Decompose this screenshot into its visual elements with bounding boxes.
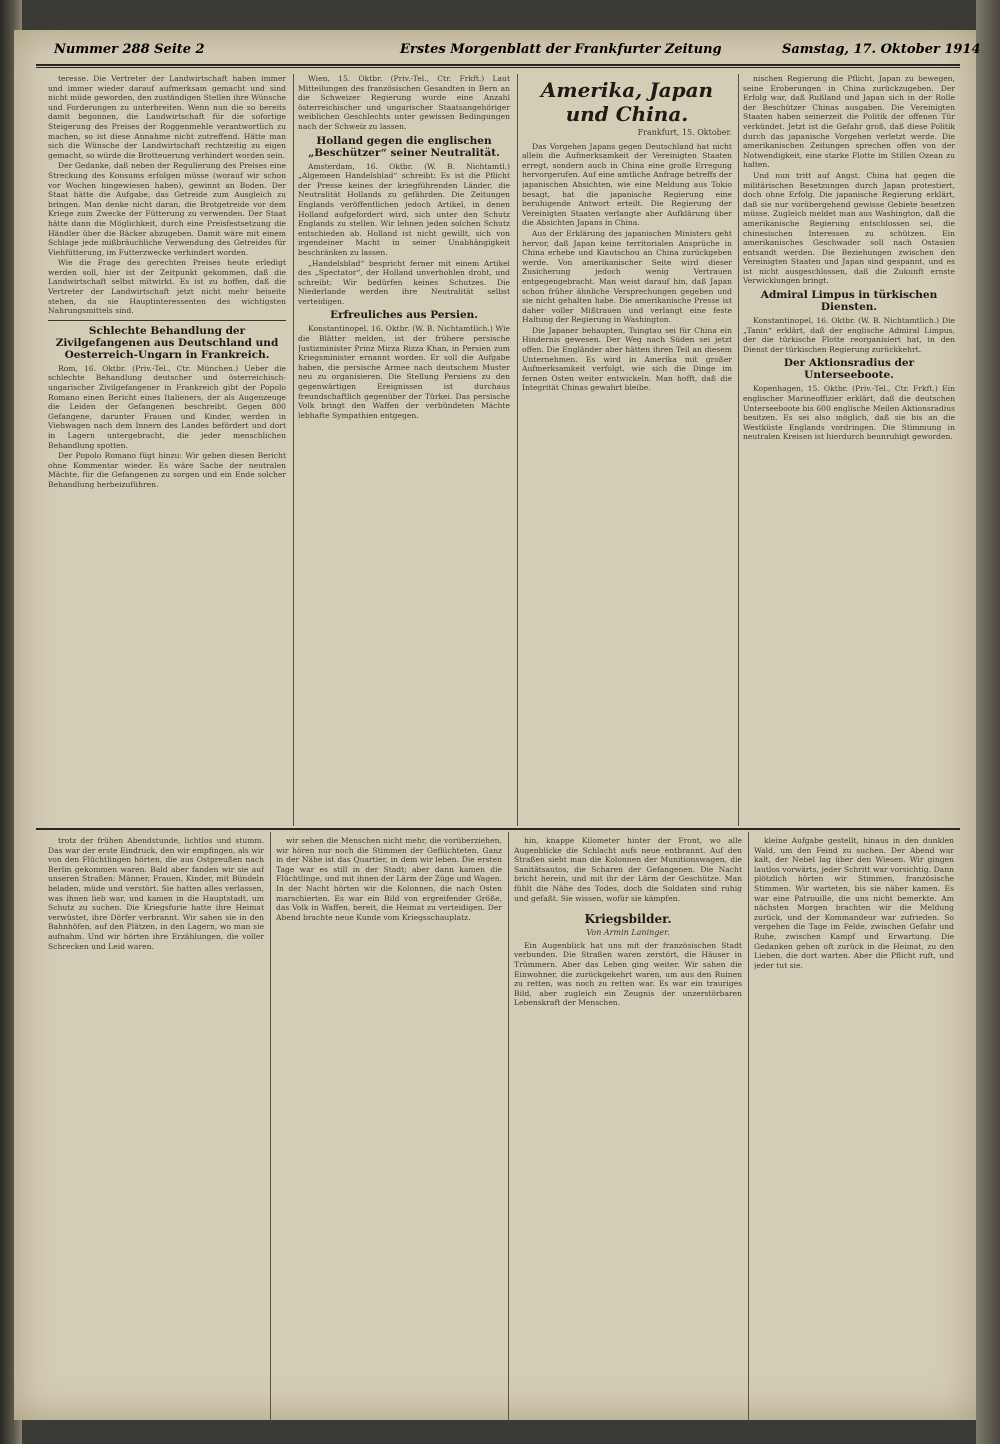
article-text: Konstantinopel, 16. Oktbr. (W. B. Nichtamtlich.) Wie die Blätter melden, ist der frühere persische Justizminister Prinz Mirza Rizza Khan, in Persien zum Kriegsminister ernannt worden. Er soll die Aufgabe haben, die persische Armee nach deutschem Muster neu zu organisieren. Die Stellung Persiens zu den gegenwärtigen Ereignissen ist durchaus freundschaftlich gegenüber der Türkei. Das persische Volk bringt den Waffen der verbündeten Mächte lebhafte Sympathien entgegen. <box>298 324 510 420</box>
column-rule <box>738 74 739 826</box>
article-text: Ein Augenblick hat uns mit der französischen Stadt verbunden. Die Straßen waren zerstört, die Häuser in Trümmern. Aber das Leben ging weiter. Wir sahen die Einwohner, die zurückgekehrt waren, um aus den Ruinen zu retten, was noch zu retten war. Es war ein trauriges Bild, aber zugleich ein Zeugnis der unzerstörbaren Lebenskraft der Menschen. <box>514 940 742 1008</box>
column-4 <box>743 74 955 824</box>
article-text: Wie die Frage des gerechten Preises heute erledigt werden soll, hier ist der Zeitpunkt gekommen, daß die Landwirtschaft selbst mitwirkt. Es ist zu hoffen, daß die Vertreter der Landwirtschaft jetzt nicht mehr beiseite stehen, da sie Hauptinteressenten des wichtigsten Nahrungsmittels sind. <box>48 258 286 316</box>
issue-date: Samstag, 17. Oktober 1914 <box>782 42 981 57</box>
column-3 <box>522 74 732 824</box>
article-text: hin, knappe Kilometer hinter der Front, wo alle Augenblicke die Schlacht aufs neue entbrannt. Auf den Straßen sieht man die Kolonnen der Munitionswagen, die Sanitätsautos, die Scharen der Gefangenen. Die Nacht bricht herein, und mit ihr der Lärm der Geschütze. Man fühlt die Nähe des Todes, doch die Soldaten sind ruhig und gefaßt. Sie wissen, wofür sie kämpfen. <box>514 836 742 903</box>
article-text: Kopenhagen, 15. Oktbr. (Priv.-Tel., Ctr. Frkft.) Ein englischer Marineoffizier erklärt, daß die deutschen Unterseeboote bis 600 englische Meilen Aktionsradius besitzen. Es sei also möglich, daß sie bis an die Westküste Englands vordringen. Die Stimmung in neutralen Kreisen ist hierdurch beunruhigt geworden. <box>743 384 955 442</box>
article-text: Aus der Erklärung des japanischen Ministers geht hervor, daß Japan keine territorialen Ansprüche in China erhebe und Kiautschou an China zurückgeben werde. Von amerikanischer Seite wird dieser Zusicherung jedoch wenig Vertrauen entgegengebracht. Man weist darauf hin, daß Japan schon früher ähnliche Versprechungen gegeben und sie nicht gehalten habe. Die amerikanische Presse ist daher voller Mißtrauen und verlangt eine feste Haltung der Regierung in Washington. <box>522 228 732 325</box>
feuilleton-column-1 <box>48 836 264 1416</box>
article-text: „Handelsblad“ bespricht ferner mit einem Artikel des „Spectator“, der Holland unverhohlen droht, und schreibt: Wir bedürfen keines Schutzes. Die Niederlande werden ihre Neutralität selbst verteidigen. <box>298 258 510 306</box>
article-text: wir sehen die Menschen nicht mehr, die vorüberziehen, wir hören nur noch die Stimmen der Geflüchteten. Ganz in der Nähe ist das Quartier, in dem wir leben. Die ersten Tage war es still in der Stadt; aber dann kamen die Flüchtlinge, und mit ihnen der Lärm der Züge und Wagen. In der Nacht hörten wir die Kolonnen, die nach Osten marschierten. Es war ein Bild von ergreifender Größe, das Volk in Waffen, bereit, die Heimat zu verteidigen. Der Abend brachte neue Kunde vom Kriegsschauplatz. <box>276 836 502 922</box>
article-text: Der Gedanke, daß neben der Regulierung des Preises eine Streckung des Konsums erfolgen müsse (worauf wir schon vor Wochen hingewiesen haben), gewinnt an Boden. Der Staat hätte die Aufgabe, das Getreide zum Ausgleich zu bringen. Man denke nicht daran, die Brotgetreide vor dem Kriege zum Zwecke der Fütterung zu verwenden. Der Staat hätte dann die Möglichkeit, durch eine Preisfestsetzung die Händler über die Bäcker abzugeben. Damit wäre mit einem Schlage jede mißbräuchliche Verwendung des Getreides für Viehfütterung, im Futterzwecke verhindert worden. <box>48 161 286 257</box>
article-headline: Holland gegen die englischen „Beschützer“ seiner Neutralität. <box>308 134 500 159</box>
byline: Von Armin Laninger. <box>586 928 670 938</box>
article-text: Rom, 16. Oktbr. (Priv.-Tel., Ctr. München.) Ueber die schlechte Behandlung deutscher und österreichisch-ungarischer Zivilgefangener in Frankreich gibt der Popolo Romano einen Bericht eines Italieners, der als Augenzeuge die Leiden der Gefangenen beschreibt. Gegen 800 Gefangene, darunter Frauen und Kinder, werden in Viehwagen nach dem Innern des Landes befördert und dort in Lagern untergebracht, die jeder menschlichen Behandlung spotten. <box>48 363 286 450</box>
masthead <box>40 40 981 62</box>
feuilleton-column-3 <box>514 836 742 1416</box>
article-headline: Schlechte Behandlung der Zivilgefangenen aus Deutschland und Oesterreich-Ungarn in Frankreich. <box>55 324 279 361</box>
feuilleton-column-4 <box>754 836 954 1416</box>
column-rule <box>517 74 518 826</box>
article-text: Und nun tritt auf Angst. China hat gegen die militärischen Besetzungen durch Japan protestiert, doch ohne Erfolg. Die japanische Regierung erklärt, daß sie nur vorübergehend gewisse Gebiete besetzen müsse. Zugleich meldet man aus Washington, daß die amerikanische Regierung entschlossen sei, die chinesischen Interessen zu schützen. Ein amerikanisches Geschwader soll nach Ostasien entsandt werden. Die Beziehungen zwischen den Vereinigten Staaten und Japan sind gespannt, und es ist nicht ausgeschlossen, daß die Zukunft ernste Verwicklungen bringt. <box>743 170 955 286</box>
column-rule <box>508 832 509 1422</box>
article-text: Der Popolo Romano fügt hinzu: Wir geben diesen Bericht ohne Kommentar wieder. Es wäre Sache der neutralen Mächte, für die Gefangenen zu sorgen und ein Ende solcher Behandlung herbeizuführen. <box>48 451 286 489</box>
column-2 <box>298 74 510 824</box>
column-rule <box>293 74 294 826</box>
column-rule <box>270 832 271 1422</box>
article-headline: Der Aktionsradius der Unterseeboote. <box>783 357 915 382</box>
article-text: Konstantinopel, 16. Oktbr. (W. B. Nichtamtlich.) Die „Tanin“ erklärt, daß der englische Admiral Limpus, der die türkische Flotte reorganisiert hat, in den Dienst der türkischen Regierung zurückkehrt. <box>743 316 955 354</box>
article-divider <box>48 320 286 321</box>
masthead-rule-thin <box>36 67 960 68</box>
article-text: Das Vorgehen Japans gegen Deutschland hat nicht allein die Aufmerksamkeit der Vereinigten Staaten erregt, sondern auch in China eine große Erregung hervorgerufen. Auf eine amtliche Anfrage betreffs der japanischen Absichten, wie eine Meldung aus Tokio besagt, hat die japanische Regierung eine beruhigende Antwort erteilt. Die Regierung der Vereinigten Staaten verlangte aber Aufklärung über die Absichten Japans in China. <box>522 141 732 228</box>
page-edge <box>976 0 1000 1444</box>
article-text: kleine Aufgabe gestellt, hinaus in den dunklen Wald, um den Feind zu suchen. Der Abend war kalt, der Nebel lag über den Wiesen. Wir gingen lautlos vorwärts, jeder Schritt war vorsichtig. Dann plötzlich hörten wir Stimmen, französische Stimmen. Wir warteten, bis sie näher kamen. Es war eine Patrouille, die uns nicht bemerkte. Am nächsten Morgen brachten wir die Meldung zurück, und der Kommandeur war zufrieden. So vergehen die Tage im Felde, zwischen Gefahr und Ruhe, zwischen Kampf und Erwartung. Die Gedanken gehen oft zurück in die Heimat, zu den Lieben, die dort warten. Aber die Pflicht ruft, und jeder tut sie. <box>754 836 954 970</box>
article-text: trotz der frühen Abendstunde, lichtlos und stumm. Das war der erste Eindruck, den wir empfingen, als wir von den Flüchtlingen hörten, die aus Ostpreußen nach Berlin gekommen waren. Bald aber fanden wir sie auf unseren Straßen: Männer, Frauen, Kinder, mit Bündeln beladen, müde und verstört. Sie hatten alles verlassen, was ihnen lieb war, und kamen in die Hauptstadt, um Schutz zu suchen. Die Kriegsfurie hatte ihre Heimat verwüstet, ihre Dörfer verbrannt. Wir sahen sie in den Bahnhöfen, auf den Plätzen, in den Lagern, wo man sie aufnahm. Und wir hörten ihre Erzählungen, die voller Schrecken und Leid waren. <box>48 836 264 951</box>
article-headline: Erfreuliches aus Persien. <box>330 309 478 322</box>
article-headline: Admiral Limpus in türkischen Diensten. <box>760 289 938 314</box>
feuilleton-column-2 <box>276 836 502 1416</box>
column-1 <box>48 74 286 824</box>
dateline: Frankfurt, 15. Oktober. <box>637 128 732 137</box>
lead-headline: Amerika, Japan und China. <box>540 78 714 126</box>
column-rule <box>748 832 749 1422</box>
issue-number: Nummer 288 Seite 2 <box>54 42 205 57</box>
newspaper-title: Erstes Morgenblatt der Frankfurter Zeitung <box>400 42 722 57</box>
article-text: nischen Regierung die Pflicht, Japan zu bewegen, seine Eroberungen in China zurückzugeben. Der Erfolg war, daß Rußland und Japan sich in der Rolle der Beschützer Chinas ausgaben. Die Vereinigten Staaten haben seinerzeit die Politik der offenen Tür verkündet. Jetzt ist die Gefahr groß, daß diese Politik durch das japanische Vorgehen verletzt werde. Die amerikanischen Zeitungen sprechen offen von der Notwendigkeit, eine starke Flotte im Stillen Ozean zu halten. <box>743 74 955 170</box>
article-text: Die Japaner behaupten, Tsingtau sei für China ein Hindernis gewesen. Der Weg nach Süden sei jetzt offen. Die Engländer aber hätten ihren Teil an diesem Unternehmen. Es wird in Amerika mit großer Aufmerksamkeit verfolgt, wie sich die Dinge im fernen Osten weiter entwickeln. Man hofft, daß die Integrität Chinas gewahrt bleibe. <box>522 325 732 393</box>
article-text: Amsterdam, 16. Oktbr. (W. B. Nichtamtl.) „Algemeen Handelsblad“ schreibt: Es ist die Pflicht der Presse keines der kriegführenden Länder, die Neutralität Hollands zu gefährden. Die Zeitungen Englands veröffentlichen jedoch Artikel, in denen Holland aufgefordert wird, sich unter den Schutz Englands zu stellen. Wir lehnen jeden solchen Schutz entschieden ab. Holland ist nicht gewillt, sich von irgendeiner Macht in seiner Unabhängigkeit beschränken zu lassen. <box>298 161 510 257</box>
article-text: teresse. Die Vertreter der Landwirtschaft haben immer und immer wieder darauf aufmerksam gemacht und sind nicht müde geworden, den zuständigen Stellen ihre Wünsche und Forderungen zu unterbreiten. Wenn nun die so bereits damit begonnen, die Landwirtschaft für die sofortige Steigerung des Preises der Roggenmehle verantwortlich zu machen, so ist diese Annahme nicht zutreffend. Hätte man sich die Wünsche der Landwirtschaft rechtzeitig zu eigen gemacht, so würde die Brotteuerung verhindert worden sein. <box>48 74 286 160</box>
section-divider <box>36 828 960 830</box>
article-headline: Kriegsbilder. <box>584 912 672 927</box>
article-text: Wien, 15. Oktbr. (Priv.-Tel., Ctr. Frkft.) Laut Mitteilungen des französischen Gesandten in Bern an die Schweizer Regierung wurde eine Anzahl österreichischer und ungarischer Staatsangehöriger weiblichen Geschlechts unter gewissen Bedingungen nach der Schweiz zu lassen. <box>298 74 510 131</box>
masthead-rule <box>36 64 960 66</box>
